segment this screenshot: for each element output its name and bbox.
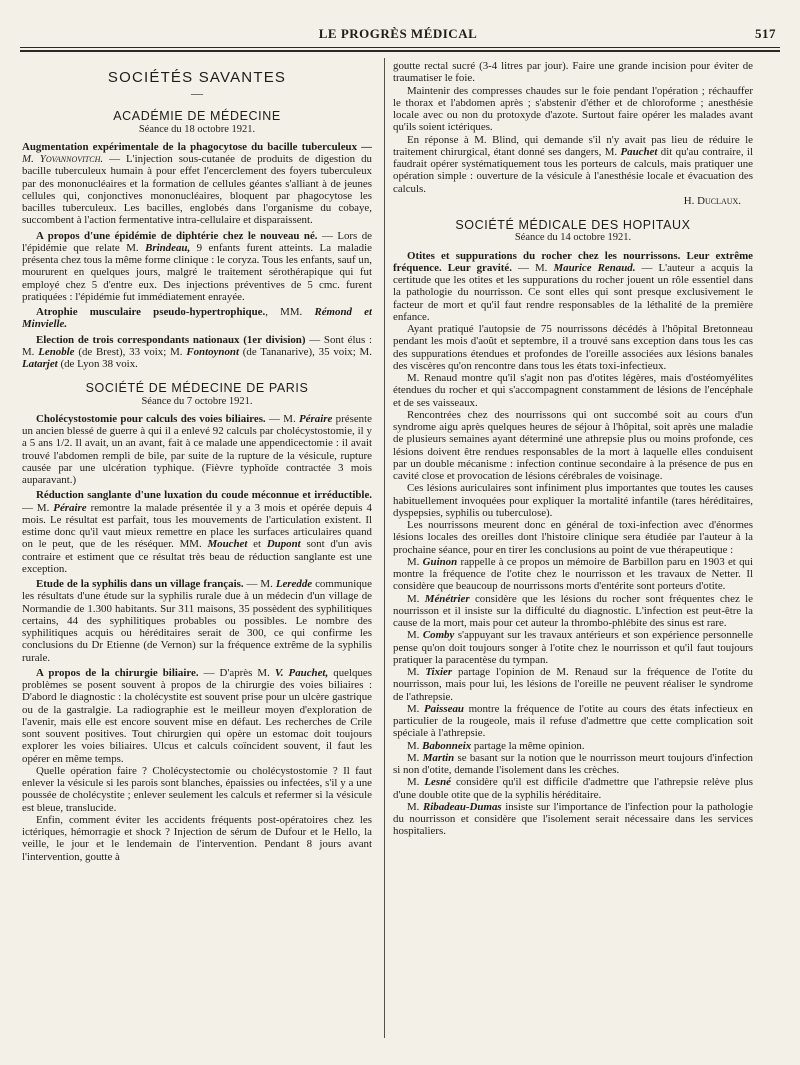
paris-date: Séance du 7 octobre 1921. xyxy=(141,395,253,407)
entry-text: (de Tananarive), 35 voix; M. xyxy=(242,345,372,358)
entry-text: 9 enfants furent atteints. La maladie présenta chez tous la même forme clinique : le coryza. Tous les enfants, sauf un, moururent en quelques jours, malgré le traitement sérothérapique qui fut employé chez 5 d'entre eux. Des injections préventives de 5 cmc. furent pratiquées : l'épidémie fut immédiatement enrayée. xyxy=(22,241,372,303)
author-name: Ménétrier xyxy=(424,592,470,605)
author-name: Comby xyxy=(422,629,455,642)
entry-text: M. xyxy=(407,592,420,605)
author-name: Babonneix xyxy=(422,739,472,752)
entry-text: — L'auteur a acquis la certitude que les otites et les suppurations du rocher jouent un rôle essentiel dans la pathologie du nourrisson. Ce sont elles qui sont presque exclusivement le facteur de mort et qu'il faut rendre responsables de la léthalité de la première enfance. xyxy=(393,261,753,323)
paragraph-osteomyelites: M. Renaud montre qu'il s'agit non pas d'otites légères, mais d'ostéomyélites étendues du rocher et qui s'accompagnent constamment de lésions de l'encéphale et de ses vaisseaux. xyxy=(393,372,753,409)
entry-text: — Sont élus : M. xyxy=(22,333,372,358)
article-signature: H. Duclaux. xyxy=(683,194,741,207)
entry-text: quelques problèmes se posent souvent à propos de la chirurgie des voies biliaires : D'abord le diagnostic : la cholécystite est souvent prise pour un ulcère gastrique ou de la gastralgie. La radiographie est le meilleur moyen d'exploration de l'avenir, mais elle est encore souvent mise en défaut. Les recherches de Crile sont souvent positives. Tout chirurgien qui opère un estomac doit toujours explorer les voies biliaires. Ulcus et calculs coïncident souvent, il faut les opérer en même temps. xyxy=(22,666,372,765)
entry-text: — M. xyxy=(22,501,50,514)
paris-heading: SOCIÉTÉ DE MÉDECINE DE PARIS xyxy=(85,381,309,396)
author-name: Péraire xyxy=(299,412,333,425)
author-name: Ribadeau-Dumas xyxy=(422,800,502,813)
paragraph-diphterie xyxy=(22,230,372,304)
author-name: Paisseau xyxy=(424,702,464,715)
entry-text: considère que les lésions du rocher sont fréquentes chez le nourrisson et il insiste sur la difficulté du diagnostic. L'infection est peut-être la cause de la mort, mais pour cet auteur la thrombo-phlébite des sinus est rare. xyxy=(393,592,753,629)
paragraph-luxation xyxy=(22,489,372,575)
entry-text: M. xyxy=(407,629,420,642)
entry-text: M. xyxy=(407,555,420,568)
entry-text: s'appuyant sur les travaux antérieurs et son expérience personnelle pense qu'on doit toujours songer à l'otite chez le nourrisson et qu'il faut toujours pratiquer la paracentèse du tympan. xyxy=(393,629,753,666)
paragraph-reponse-blind xyxy=(393,134,753,195)
entry-text: M. xyxy=(407,751,420,764)
entry-text: — D'après M. xyxy=(203,666,270,679)
entry-text: remontre la malade présentée il y a 3 mois et opérée depuis 4 mois. Le résultat est parfait, tous les mouvements de l'articulation existent. Il estime donc qu'il vaut mieux remettre en place les surfaces articulaires quand on le peut, que de les réséquer. MM. xyxy=(22,501,372,551)
paragraph-comby xyxy=(393,629,753,666)
entry-head: Otites et suppurations du rocher chez les nourrissons. Leur extrême fréquence. Leur gravité. xyxy=(393,249,753,274)
entry-text: présente un ancien blessé de guerre à qui il a enlevé 92 calculs par cholécystostomie, il y a 5 ans 1/2. Il avait, un an avant, fait à ce malade une appendicectomie : il avait trouvé l'abdomen rempli de bile, par suite de la rupture de la vésicule, rupture causée par une ulcération typhique. (Fièvre typhoïde contractée 3 mois auparavant.) xyxy=(22,412,372,486)
author-names: Rémond et Minvielle. xyxy=(22,306,372,331)
entry-text: dit qu'au contraire, il faudrait opérer systématiquement tous les porteurs de calculs, mais pratiquer une opération simple : ouverture de la vésicule à l'anesthésie locale et évacuation des calculs. xyxy=(393,145,753,195)
entry-text: rappelle à ce propos un mémoire de Barbillon paru en 1903 et qui montre la fréquence de l'otite chez le nourrisson et les travaux de Netter. Il considère que beaucoup de nourrissons morts d'entérite sont porteurs d'otite. xyxy=(393,555,753,593)
paragraph-syphilis xyxy=(22,578,372,664)
academie-heading: ACADÉMIE DE MÉDECINE xyxy=(113,109,281,124)
entry-text: communique les résultats d'une étude sur la syphilis rurale due à un médecin d'un village de Normandie de 1.300 habitants. Sur 311 maisons, 35 possèdent des syphilitiques certains, 44 des syphilitiques probables ou possibles. Le nombre des syphilitiques acquis ou héréditaires serait de 300, ce qui confirme les conclusions du Dr Etienne (de Vernon) sur la fréquence extrême de la syphilis rurale. xyxy=(22,578,372,664)
masthead xyxy=(20,26,776,44)
left-column xyxy=(22,60,372,1035)
page-number: 517 xyxy=(755,26,776,41)
paragraph-menetrier xyxy=(393,593,753,630)
paragraph-guinon xyxy=(393,556,753,593)
entry-text: se basant sur la notion que le nourrisson meurt toujours d'infection si non d'otite, demande l'isolement dans les crèches. xyxy=(393,751,753,776)
entry-text: et xyxy=(253,538,262,551)
paragraph-paisseau xyxy=(393,703,753,740)
paragraph-autopsie: Ayant pratiqué l'autopsie de 75 nourrissons décédés à l'hôpital Bretonneau pendant les mois d'août et septembre, il a trouvé sans exception dans tous les cas des suppurations étendues et profondes de l'oreille associées aux lésions banales des viscères qu'on rencontre dans tous les états toxi-infectieux. xyxy=(393,323,753,372)
entry-text: , MM. xyxy=(265,306,303,318)
paragraph-quelle-operation: Quelle opération faire ? Cholécystectomie ou cholécystostomie ? Il faut enlever la vésicule si les parois sont blanches, épaissies ou infectées, s'il y a une poussée de cholécystite ; enlever seulement les calculs et refermer si la vésicule est bleue, translucide. xyxy=(22,764,372,814)
author-name: Fontoynont xyxy=(186,345,239,358)
separator-dash: — xyxy=(191,86,203,101)
paragraph-lesions-auriculaires: Ces lésions auriculaires sont infiniment plus importantes que toutes les causes habituellement invoquées pour expliquer la mortalité infantile (tares héréditaires, dyspepsies, syphilis ou tuberculose). xyxy=(393,482,753,519)
paragraph-rencontrees: Rencontrées chez des nourrissons qui ont succombé soit au cours d'un syndrome aigu après quelques heures de séjour à l'hôpital, soit après une maladie de plusieurs semaines ayant déterminé une athrepsie plus ou moins profonde, ces lésions doivent être rendues responsables de la mort à laquelle elles conduisent par un double mécanisme : infection continue secondaire à la présence de pus en cavité close et provocation de lésions cérébrales de voisinage. xyxy=(393,408,753,482)
entry-text: (de Lyon 38 voix. xyxy=(60,358,138,370)
entry-head: Atrophie musculaire pseudo-hypertrophique. xyxy=(36,306,266,318)
author-name: Leredde xyxy=(275,578,313,590)
paragraph-martin xyxy=(393,752,753,777)
paragraph-continuation: goutte rectal sucré (3-4 litres par jour). Faire une grande incision pour éviter de traumatiser le foie. xyxy=(393,60,753,85)
author-name: Brindeau, xyxy=(145,241,191,254)
entry-text: M. xyxy=(407,776,420,789)
paragraph-nourrissons-meurent: Les nourrissons meurent donc en général de toxi-infection avec d'énormes lésions locales des oreilles dont l'histoire clinique sera étudiée par l'auteur à la prochaine séance, pour en tirer les conclusions au point de vue thérapeutique : xyxy=(393,519,753,556)
paragraph-chirurgie-biliaire xyxy=(22,667,372,765)
journal-title: LE PROGRÈS MÉDICAL xyxy=(318,26,478,41)
entry-text: partage l'opinion de M. Renaud sur la fréquence de l'otite du nourrisson, mais pour lui, les lésions de l'oreille ne peuvent réaliser le syndrome de l'athrepsie. xyxy=(393,666,753,703)
entry-head: Election de trois correspondants nationaux (1er division) xyxy=(36,333,306,346)
entry-text: insiste sur l'importance de l'infection pour la pathologie du nourrisson et considère que l'isolement serait nécessaire dans les services hospitaliers. xyxy=(393,800,753,838)
column-divider xyxy=(384,58,385,1038)
author-name: Guinon xyxy=(422,555,458,568)
entry-head: Réduction sanglante d'une luxation du coude méconnue et irréductible. xyxy=(36,489,372,502)
header-rule-thick xyxy=(20,50,780,52)
author-name: Tixier xyxy=(425,666,453,678)
paragraph-otites xyxy=(393,250,753,324)
entry-text: sont d'un avis contraire et estiment que ce résultat très beau de réduction sanglante est une exception. xyxy=(22,538,372,575)
author-name: Lenoble xyxy=(38,345,75,358)
entry-text: partage la même opinion. xyxy=(473,739,585,752)
entry-text: (de Brest), 33 voix; M. xyxy=(78,345,183,358)
paragraph-tixier xyxy=(393,666,753,703)
entry-text: — M. xyxy=(269,412,296,425)
academie-date: Séance du 18 octobre 1921. xyxy=(138,123,256,135)
entry-head: A propos d'une épidémie de diphtérie chez le nouveau né. xyxy=(36,229,318,242)
paragraph-election xyxy=(22,334,372,371)
author-name: Péraire xyxy=(53,501,87,514)
entry-text: considère qu'il est difficile d'admettre que l'athrepsie relève plus d'une double otite que de la syphilis héréditaire. xyxy=(393,776,753,801)
entry-text: M. xyxy=(407,702,420,715)
hopitaux-date: Séance du 14 octobre 1921. xyxy=(514,232,632,244)
author-name: Martin xyxy=(422,751,455,764)
author-name: Lesné xyxy=(424,776,451,789)
header-rule xyxy=(20,47,780,48)
paragraph-ribadeau-dumas xyxy=(393,801,753,838)
author-name: Pauchet xyxy=(620,145,658,158)
paragraph-babonneix xyxy=(393,740,753,752)
entry-text: M. xyxy=(407,739,420,752)
author-name: Latarjet xyxy=(22,358,58,370)
entry-text: — M. xyxy=(518,261,548,274)
author-name: Maurice Renaud. xyxy=(553,261,636,274)
paragraph-phagocytose xyxy=(22,141,372,227)
hopitaux-heading: SOCIÉTÉ MÉDICALE DES HOPITAUX xyxy=(455,218,691,232)
section-title: SOCIÉTÉS SAVANTES xyxy=(107,69,287,86)
paragraph-cholecystostomie xyxy=(22,413,372,487)
entry-text: — Lors de l'épidémie que relate M. xyxy=(22,229,372,254)
entry-text: — L'injection sous-cutanée de produits de digestion du bacille tuberculeux humain à pour effet l'encerclement des foyers tuberculeux par des mononucléaires et la formation de cellules géantes s'alliant à de jeunes cellules qui, conjonctives mononucléaires, bloquent par phagocytose les bacilles tuberculeux. Les bacilles, englobés dans l'organisme du cobaye, succombent à l'action fermentative intra-cellulaire et disparaissent. xyxy=(22,153,372,227)
paragraph-atrophie xyxy=(22,306,372,331)
entry-head: Etude de la syphilis dans un village français. xyxy=(36,578,244,590)
author-name: Mouchet xyxy=(207,538,248,551)
entry-text: — M. xyxy=(246,578,273,590)
entry-head: A propos de la chirurgie biliaire. xyxy=(36,666,199,679)
entry-text: En réponse à M. Blind, qui demande s'il n'y avait pas lieu de réduire le traitement chirurgical, étant donné ses dangers, M. xyxy=(393,133,753,158)
author-name: Dupont xyxy=(266,538,301,551)
right-column xyxy=(393,60,753,1035)
entry-text: M. xyxy=(407,666,420,678)
entry-text: M. xyxy=(407,800,420,813)
paragraph-lesne xyxy=(393,776,753,801)
paragraph-enfin: Enfin, comment éviter les accidents fréquents post-opératoires chez les ictériques, hémorragie et shock ? Injection de sérum de Dufour et le Hello, la veille, le jour et le lendemain de l'intervention. Pendant 8 jours avant l'intervention, goutte à xyxy=(22,813,372,863)
paragraph-compresses: Maintenir des compresses chaudes sur le foie pendant l'opération ; réchauffer le thorax et l'abdomen après ; s'abstenir d'éther et de chloroforme ; anesthésie locale avec ou non du protoxyde d'azote. Surtout faire opérer les malades avant qu'ils soient ictériques. xyxy=(393,84,753,134)
author-name: V. Pauchet, xyxy=(274,666,329,679)
author-name: M. Yovannovitch. xyxy=(22,153,104,165)
entry-head: Cholécystostomie pour calculs des voies biliaires. xyxy=(36,412,266,425)
entry-head: Augmentation expérimentale de la phagocytose du bacille tuberculeux — xyxy=(22,140,372,153)
entry-text: montre la fréquence de l'otite au cours des états infectieux en particulier de la rougeole, mais il refuse d'admettre que cette complication soit spéciale à l'athrepsie. xyxy=(393,702,753,740)
